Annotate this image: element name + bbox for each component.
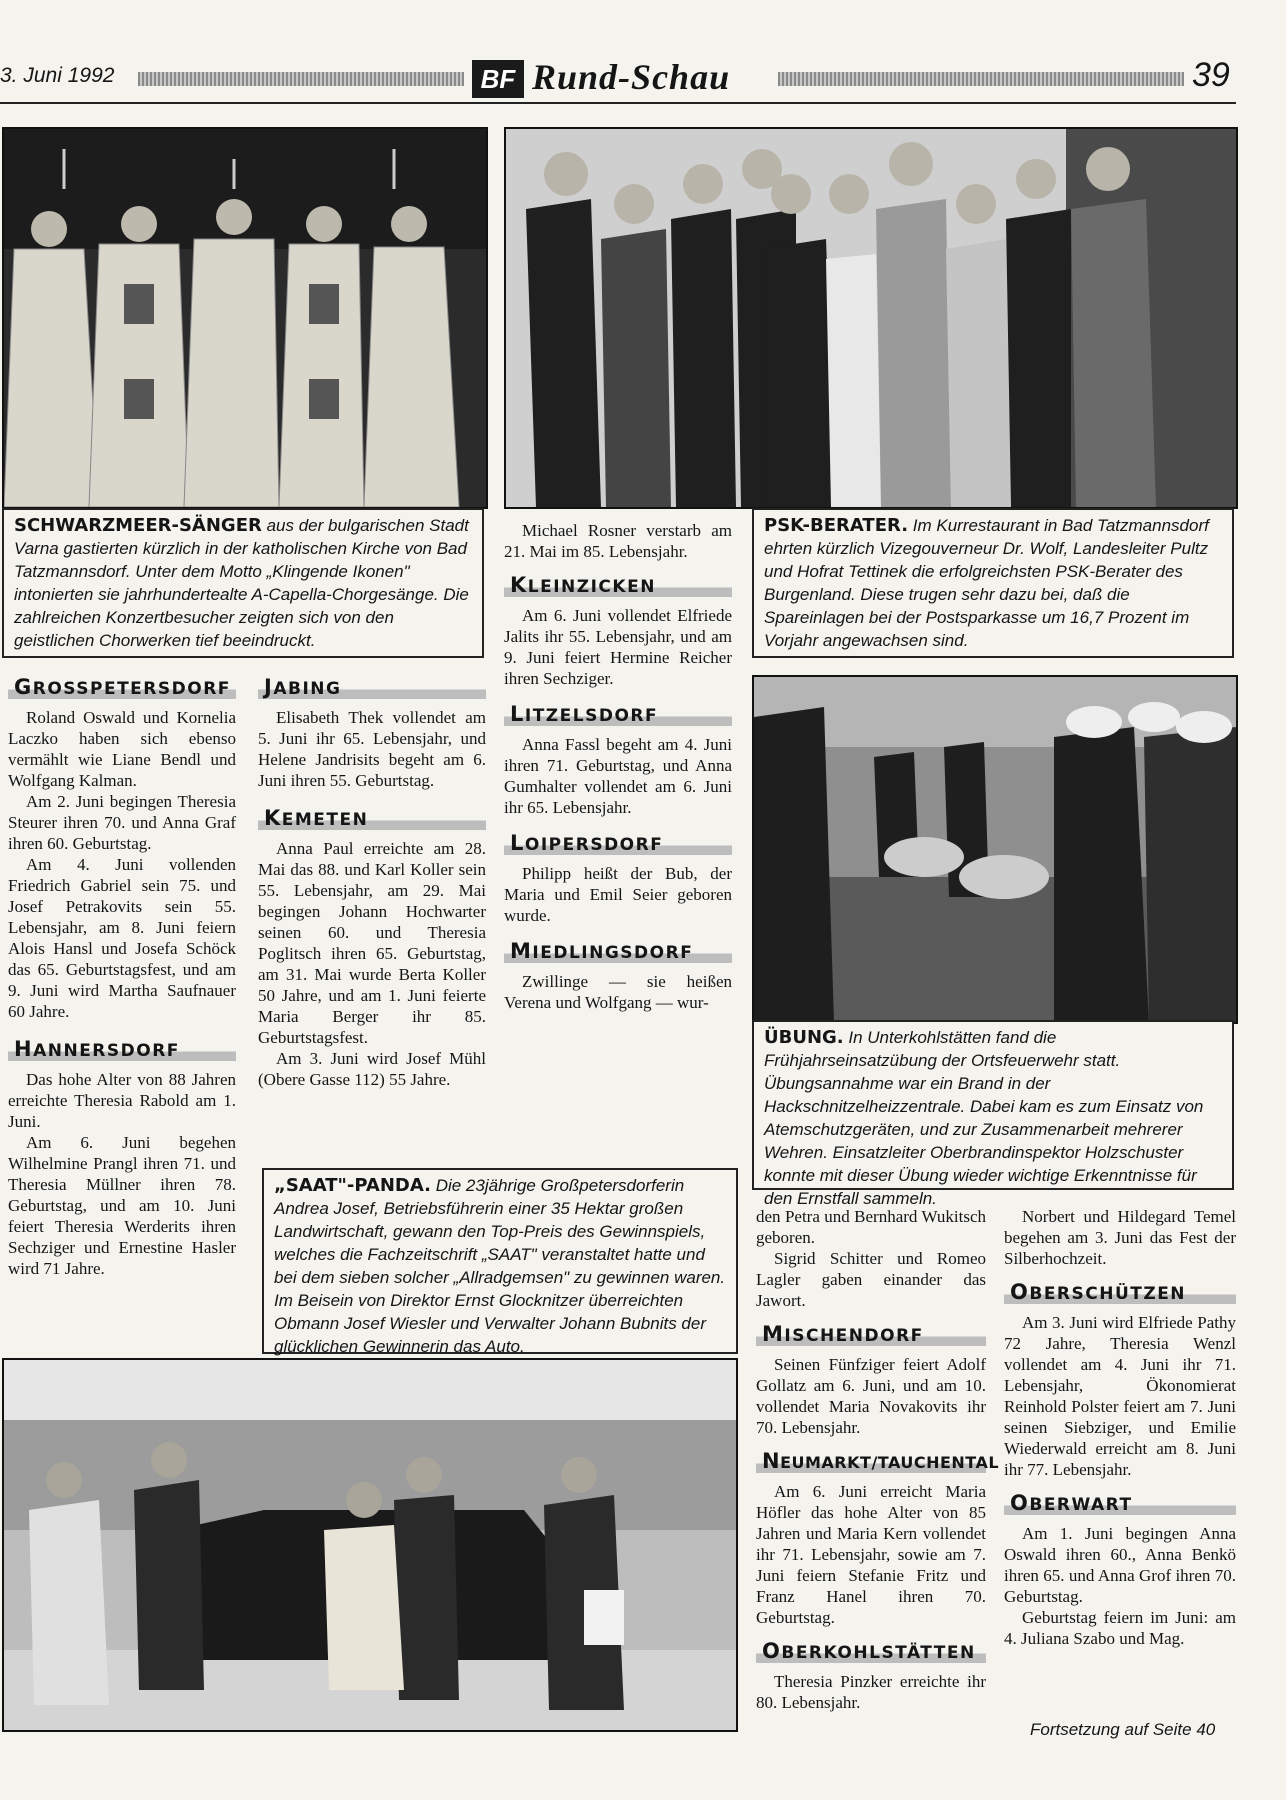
heading-kemeten: KEMETEN bbox=[258, 805, 486, 830]
caption-saat-text: Die 23jährige Großpetersdorferin Andrea Josef, Betriebsführerin einer 35 Hektar großen Landwirtschaft, gewann den Top-Preis des Gewinnspiels, welches die Fachzeitschrift „SAAT" veranstaltet hatte und bei dem sieben solcher „Allradgemsen" zu gewinnen waren. Im Beisein von Direktor Ernst Glocknitzer überreichten Obmann Josef Wiesler und Verwalter Johann Bubnits der glücklichen Gewinnerin das Auto. bbox=[274, 1176, 726, 1356]
paragraph: Elisabeth Thek vollendet am 5. Juni ihr 65. Lebensjahr, und Helene Jandrisits begeht am 6. Juni ihren 55. Geburtstag. bbox=[258, 708, 486, 790]
paragraph: Am 6. Juni erreicht Maria Höfler das hohe Alter von 85 Jahren und Maria Kern vollendet ihr 71. Lebensjahr, sowie am 7. Juni feiern Stefanie Fritz und Franz Hanel ihren 70. Geburtstag. bbox=[756, 1482, 986, 1627]
heading-miedlingsdorf: MIEDLINGSDORF bbox=[504, 938, 732, 963]
heading-hannersdorf: HANNERSDORF bbox=[8, 1036, 236, 1061]
column-5 bbox=[1004, 1206, 1236, 1649]
heading-oberschuetzen: OBERSCHÜTZEN bbox=[1004, 1279, 1236, 1304]
paragraph: Am 3. Juni wird Josef Mühl (Obere Gasse 112) 55 Jahre. bbox=[258, 1049, 486, 1089]
heading-neumarkt-tauchental: NEUMARKT/TAUCHENTAL bbox=[756, 1448, 986, 1473]
paragraph: Anna Paul erreichte am 28. Mai das 88. und Karl Koller sein 55. Lebensjahr, am 29. Mai begingen Johann Hochwarter seinen 60. und Theresia Poglitsch ihren 65. Geburtstag, am 31. Mai wurde Berta Koller 50 Jahre, und am 1. Juni feierte Maria Berger ihr 85. Geburtstagsfest. bbox=[258, 839, 486, 1047]
header-rule-left bbox=[138, 72, 464, 86]
header-divider bbox=[0, 102, 1236, 104]
header-rule-right bbox=[778, 72, 1184, 86]
photo-saat-panda bbox=[2, 1358, 738, 1732]
column-3 bbox=[504, 520, 732, 1013]
paragraph: Theresia Pinzker erreichte ihr 80. Lebensjahr. bbox=[756, 1672, 986, 1712]
paragraph: Am 6. Juni vollendet Elfriede Jalits ihr 55. Lebensjahr, und am 9. Juni feiert Hermine Reicher ihren Sechziger. bbox=[504, 606, 732, 688]
bf-logo: BF bbox=[472, 60, 524, 98]
paragraph: Roland Oswald und Kornelia Laczko haben sich ebenso vermählt wie Liane Bendl und Wolfgang Kalman. bbox=[8, 708, 236, 790]
paragraph: Zwillinge — sie heißen Verena und Wolfgang — wur- bbox=[504, 972, 732, 1012]
caption-uebung-lead: ÜBUNG. bbox=[764, 1027, 844, 1048]
caption-uebung bbox=[752, 1020, 1234, 1208]
caption-singers bbox=[2, 508, 484, 658]
heading-grosspetersdorf: GROSSPETERSDORF bbox=[8, 674, 236, 699]
heading-litzelsdorf: LITZELSDORF bbox=[504, 701, 732, 726]
caption-singers-lead: SCHWARZMEER-SÄNGER bbox=[14, 515, 262, 536]
paragraph: Philipp heißt der Bub, der Maria und Emil Seier geboren wurde. bbox=[504, 864, 732, 925]
section-title: Rund-Schau bbox=[532, 57, 731, 97]
paragraph: Sigrid Schitter und Romeo Lagler gaben einander das Jawort. bbox=[756, 1249, 986, 1310]
caption-psk-lead: PSK-BERATER. bbox=[764, 515, 909, 536]
photo-psk-berater bbox=[504, 127, 1238, 509]
column-4 bbox=[756, 1206, 1000, 1713]
heading-kleinzicken: KLEINZICKEN bbox=[504, 572, 732, 597]
paragraph: Am 2. Juni begingen Theresia Steurer ihren 70. und Anna Graf ihren 60. Geburtstag. bbox=[8, 792, 236, 853]
photo-uebung bbox=[752, 675, 1238, 1024]
heading-oberwart: OBERWART bbox=[1004, 1490, 1236, 1515]
paragraph: Am 3. Juni wird Elfriede Pathy 72 Jahre, Theresia Wenzl vollendet am 4. Juni ihr 71. Lebensjahr, Ökonomierat Reinhold Polster feiert am 7. Juni seinen Siebziger, und Emilie Wiederwald erreicht am 8. Juni ihr 77. Lebensjahr. bbox=[1004, 1313, 1236, 1479]
issue-date: 3. Juni 1992 bbox=[0, 64, 115, 87]
paragraph: Norbert und Hildegard Temel begehen am 3. Juni das Fest der Silberhochzeit. bbox=[1004, 1207, 1236, 1268]
paragraph: Am 6. Juni begehen Wilhelmine Prangl ihren 71. und Theresia Müllner ihren 78. Geburtstag, und am 10. Juni feiert Theresia Werderits ihren Sechziger und Ernestine Hasler wird 71 Jahre. bbox=[8, 1133, 236, 1278]
heading-jabing: JABING bbox=[258, 674, 486, 699]
paragraph: den Petra und Bernhard Wukitsch geboren. bbox=[756, 1207, 986, 1247]
continuation-note: Fortsetzung auf Seite 40 bbox=[1030, 1720, 1216, 1739]
heading-loipersdorf: LOIPERSDORF bbox=[504, 830, 732, 855]
caption-saat bbox=[262, 1168, 738, 1354]
caption-saat-lead: „SAAT"-PANDA. bbox=[274, 1175, 431, 1196]
heading-mischendorf: MISCHENDORF bbox=[756, 1321, 986, 1346]
heading-oberkohlstaetten: OBERKOHLSTÄTTEN bbox=[756, 1638, 986, 1663]
caption-singers-text: aus der bulgarischen Stadt Varna gastierten kürzlich in der katholischen Kirche von Bad Tatzmannsdorf. Unter dem Motto „Klingende Ikonen" intonierten sie jahrhundertealte A-Capella-Chorgesänge. Die zahlreichen Konzertbesucher zeigten sich von den geistlichen Chorwerken tief beeindruckt. bbox=[14, 516, 469, 650]
page-number: 39 bbox=[1192, 56, 1230, 94]
paragraph: Geburtstag feiern im Juni: am 4. Juliana Szabo und Mag. bbox=[1004, 1608, 1236, 1648]
paragraph: Michael Rosner verstarb am 21. Mai im 85. Lebensjahr. bbox=[504, 521, 732, 561]
column-1 bbox=[8, 666, 236, 1279]
caption-uebung-text: In Unterkohlstätten fand die Frühjahrseinsatzübung der Ortsfeuerwehr statt. Übungsannahme war ein Brand in der Hackschnitzelheizzentrale. Dabei kam es zum Einsatz von Atemschutzgeräten, und zur Zusammenarbeit mehrerer Wehren. Einsatzleiter Oberbrandinspektor Holzschuster konnte mit dieser Übung wieder wichtige Erkenntnisse für den Ernstfall sammeln. bbox=[764, 1028, 1204, 1208]
column-2 bbox=[258, 666, 486, 1090]
paragraph: Am 1. Juni begingen Anna Oswald ihren 60., Anna Benkö ihren 65. und Anna Grof ihren 70. Geburtstag. bbox=[1004, 1524, 1236, 1606]
caption-psk bbox=[752, 508, 1234, 658]
paragraph: Das hohe Alter von 88 Jahren erreichte Theresia Rabold am 1. Juni. bbox=[8, 1070, 236, 1131]
caption-psk-text: Im Kurrestaurant in Bad Tatzmannsdorf ehrten kürzlich Vizegouverneur Dr. Wolf, Landesleiter Pultz und Hofrat Tettinek die erfolgreichsten PSK-Berater des Burgenland. Diese trugen sehr dazu bei, daß die Spareinlagen bei der Postsparkasse um 16,7 Prozent im Vorjahr angewachsen sind. bbox=[764, 516, 1209, 650]
paragraph: Am 4. Juni vollenden Friedrich Gabriel sein 75. und Josef Petrakovits sein 55. Lebensjahr, am 8. Juni feiern Alois Hansl und Josefa Schöck das 65. Geburtstagsfest, und am 9. Juni wird Martha Saufnauer 60 Jahre. bbox=[8, 855, 236, 1021]
paragraph: Anna Fassl begeht am 4. Juni ihren 71. Geburtstag, und Anna Gumhalter vollendet am 6. Juni ihr 65. Lebensjahr. bbox=[504, 735, 732, 817]
photo-singers bbox=[2, 127, 488, 509]
paragraph: Seinen Fünfziger feiert Adolf Gollatz am 6. Juni, und am 10. vollendet Maria Novakovits ihr 70. Lebensjahr. bbox=[756, 1355, 986, 1437]
